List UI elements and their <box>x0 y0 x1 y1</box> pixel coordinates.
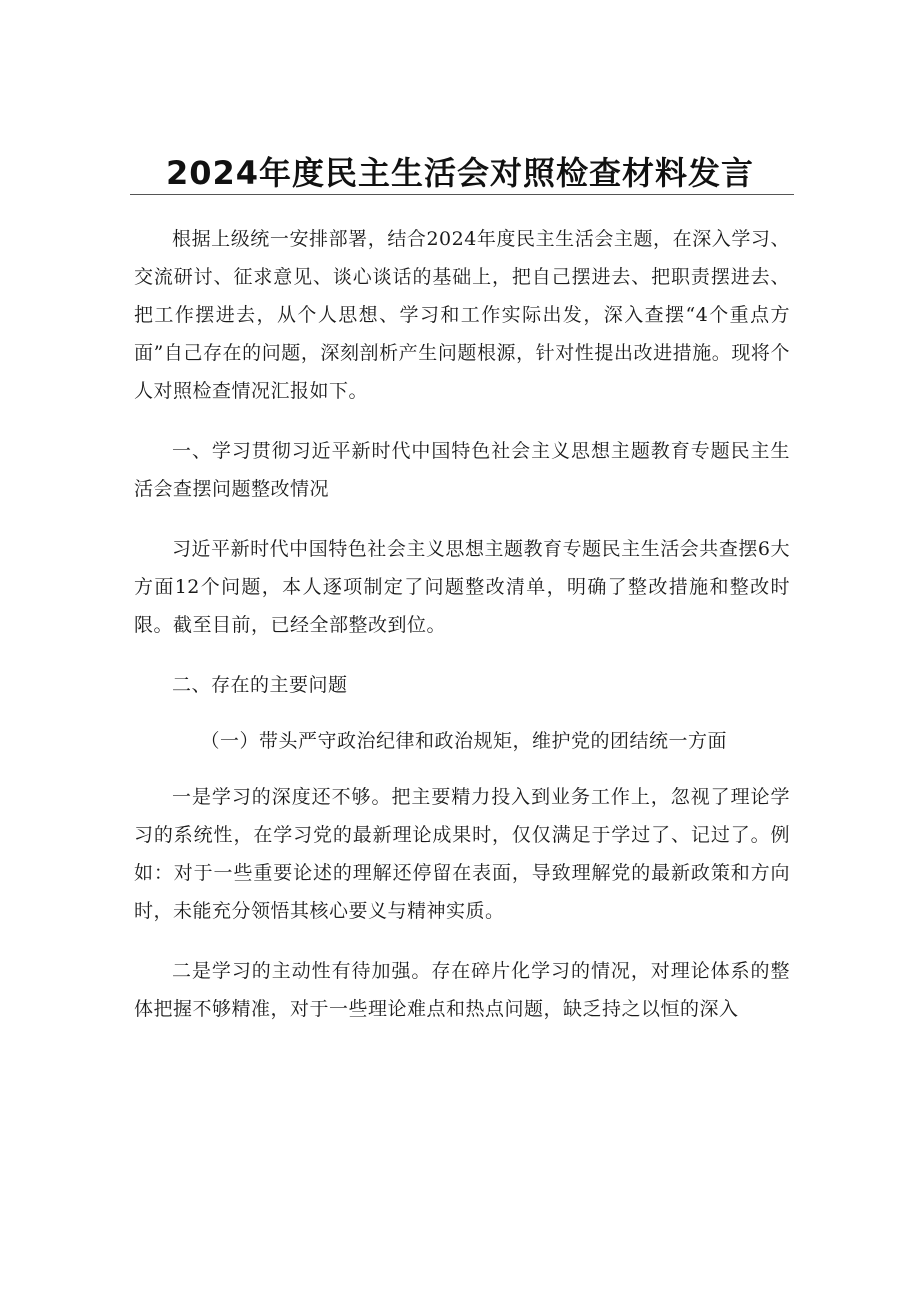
section-heading-1: 一、学习贯彻习近平新时代中国特色社会主义思想主题教育专题民主生活会查摆问题整改情况 <box>134 440 790 500</box>
problem-paragraph-2: 二是学习的主动性有待加强。存在碎片化学习的情况，对理论体系的整体把握不够精准，对于一些理论难点和热点问题，缺乏持之以恒的深入 <box>134 960 790 1020</box>
intro-paragraph: 根据上级统一安排部署，结合2024年度民主生活会主题，在深入学习、交流研讨、征求意见、谈心谈话的基础上，把自己摆进去、把职责摆进去、把工作摆进去，从个人思想、学习和工作实际出发，深入查摆“4个重点方面”自己存在的问题，深刻剖析产生问题根源，针对性提出改进措施。现将个人对照检查情况汇报如下。 <box>134 228 790 402</box>
document-body <box>134 220 790 1028</box>
problem-paragraph-1: 一是学习的深度还不够。把主要精力投入到业务工作上，忽视了理论学习的系统性，在学习党的最新理论成果时，仅仅满足于学过了、记过了。例如：对于一些重要论述的理解还停留在表面，导致理解党的最新政策和方向时，未能充分领悟其核心要义与精神实质。 <box>134 786 790 922</box>
document-title: 2024年度民主生活会对照检查材料发言 <box>165 154 755 192</box>
subsection-heading-1: （一）带头严守政治纪律和政治规矩，维护党的团结统一方面 <box>200 730 728 752</box>
section-1-paragraph: 习近平新时代中国特色社会主义思想主题教育专题民主生活会共查摆6大方面12个问题，本人逐项制定了问题整改清单，明确了整改措施和整改时限。截至目前，已经全部整改到位。 <box>134 538 790 636</box>
title-underline <box>130 194 794 195</box>
section-heading-2: 二、存在的主要问题 <box>172 674 348 696</box>
